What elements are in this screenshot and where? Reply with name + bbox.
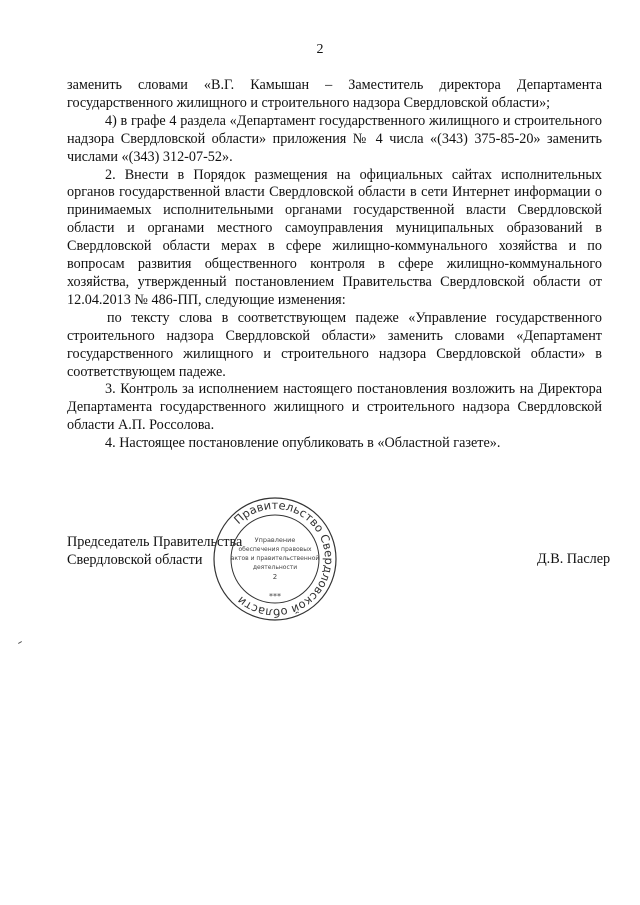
seal-inner-number: 2 xyxy=(272,573,278,581)
seal-inner-text: актов и правительственной xyxy=(230,555,320,562)
seal-stars: *** xyxy=(269,592,281,601)
paragraph: 4) в графе 4 раздела «Департамент государственного жилищного и строительного надзора Свердловской области» приложения № 4 числа «(343) 375-85-20» заменить числами «(343) 312-07-52». xyxy=(67,112,602,165)
signatory-name: Д.В. Паслер xyxy=(537,551,611,567)
document-body xyxy=(67,77,602,453)
signatory-title-line: Председатель Правительства xyxy=(67,534,243,550)
margin-mark xyxy=(18,641,22,644)
seal-outer-text: Правительство Свердловской области xyxy=(231,497,337,621)
seal-inner-text: деятельности xyxy=(252,564,298,571)
paragraph: 4. Настоящее постановление опубликовать в «Областной газете». xyxy=(105,435,501,452)
paragraph: по тексту слова в соответствующем падеже «Управление государственного строительного надзора Свердловской области» заменить словами «Департамент государственного жилищного и строительного надзора Свердловской области» в соответствующем падеже. xyxy=(67,309,602,380)
official-seal xyxy=(212,496,338,622)
paragraph: 3. Контроль за исполнением настоящего постановления возложить на Директора Департамента государственного жилищного и строительного надзора Свердловской области А.П. Россолова. xyxy=(67,381,602,434)
seal-inner-text: обеспечения правовых xyxy=(238,546,312,553)
page-number: 2 xyxy=(316,42,324,57)
signatory-title-line: Свердловской области xyxy=(67,552,203,568)
paragraph: 2. Внести в Порядок размещения на официальных сайтах исполнительных органов государственной власти Свердловской области в сети Интернет информации о принимаемых исполнительными органами государственной власти Свердловской области и органами местного самоуправления муниципальных образований в Свердловской области мерах в сфере жилищно-коммунального хозяйства и по вопросам развития общественного контроля в сфере жилищно-коммунального хозяйства, утвержденный постановлением Правительства Свердловской области от 12.04.2013 № 486-ПП, следующие изменения: xyxy=(67,166,602,308)
seal-inner-text: Управление xyxy=(254,536,296,544)
paragraph: заменить словами «В.Г. Камышан – Заместитель директора Департамента государственного жилищного и строительного надзора Свердловской области»; xyxy=(67,77,602,111)
